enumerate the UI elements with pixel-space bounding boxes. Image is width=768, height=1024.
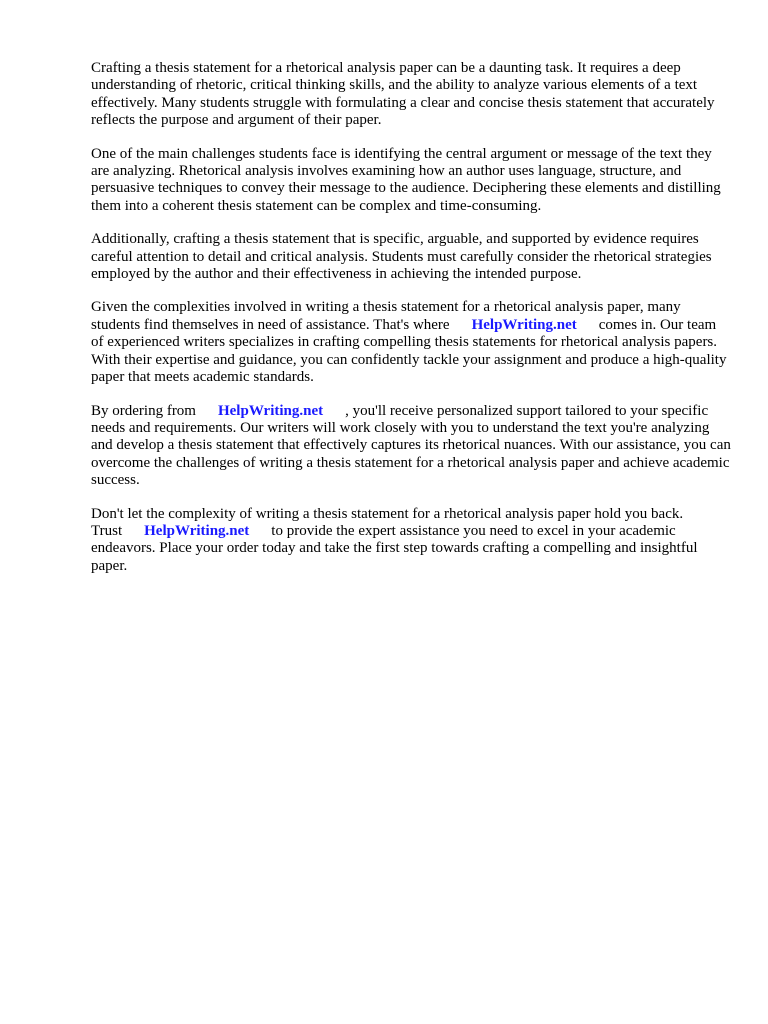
paragraph-text-after: to provide the expert assistance you need to excel in your academic endeavors. Place your order today and take the first step towards crafting a compelling and insightful paper. (91, 522, 698, 574)
paragraph-assistance (91, 299, 731, 386)
paragraph-ordering (91, 403, 731, 490)
paragraph-closing (91, 506, 731, 576)
paragraph-text-after: , you'll receive personalized support tailored to your specific needs and requirements. Our writers will work closely with you to understand the text you're analyzing and develop a thesis statement that effectively captures its rhetorical nuances. With our assistance, you can overcome the challenges of writing a thesis statement for a rhetorical analysis paper and achieve academic success. (91, 402, 731, 489)
helpwriting-link[interactable]: HelpWriting.net (471, 316, 577, 333)
paragraph-text: One of the main challenges students face is identifying the central argument or message of the text they are analyzing. Rhetorical analysis involves examining how an author uses language, structure, and persuasive techniques to convey their message to the audience. Deciphering these elements and distilling them into a coherent thesis statement can be complex and time-consuming. (91, 145, 721, 214)
paragraph-text: Crafting a thesis statement for a rhetorical analysis paper can be a daunting task. It requires a deep understanding of rhetoric, critical thinking skills, and the ability to analyze various elements of a text effectively. Many students struggle with formulating a clear and concise thesis statement that accurately reflects the purpose and argument of their paper. (91, 60, 715, 129)
helpwriting-link[interactable]: HelpWriting.net (217, 402, 324, 419)
paragraph-text-before: By ordering from (91, 402, 196, 419)
paragraph-challenges (91, 146, 731, 216)
paragraph-text-before: Given the complexities involved in writing a thesis statement for a rhetorical analysis paper, many students find themselves in need of assistance. That's where (91, 299, 681, 333)
paragraph-text-after: comes in. Our team of experienced writers specializes in crafting compelling thesis statements for rhetorical analysis papers. With their expertise and guidance, you can confidently tackle your assignment and produce a high-quality paper that meets academic standards. (91, 316, 727, 386)
document-page (91, 60, 731, 591)
helpwriting-link[interactable]: HelpWriting.net (144, 522, 250, 539)
paragraph-text-before: Don't let the complexity of writing a thesis statement for a rhetorical analysis paper hold you back. Trust (91, 505, 684, 539)
paragraph-intro (91, 60, 731, 130)
paragraph-text: Additionally, crafting a thesis statement that is specific, arguable, and supported by evidence requires careful attention to detail and critical analysis. Students must carefully consider the rhetorical strategies employed by the author and their effectiveness in achieving the intended purpose. (91, 231, 712, 283)
paragraph-additionally (91, 231, 731, 283)
